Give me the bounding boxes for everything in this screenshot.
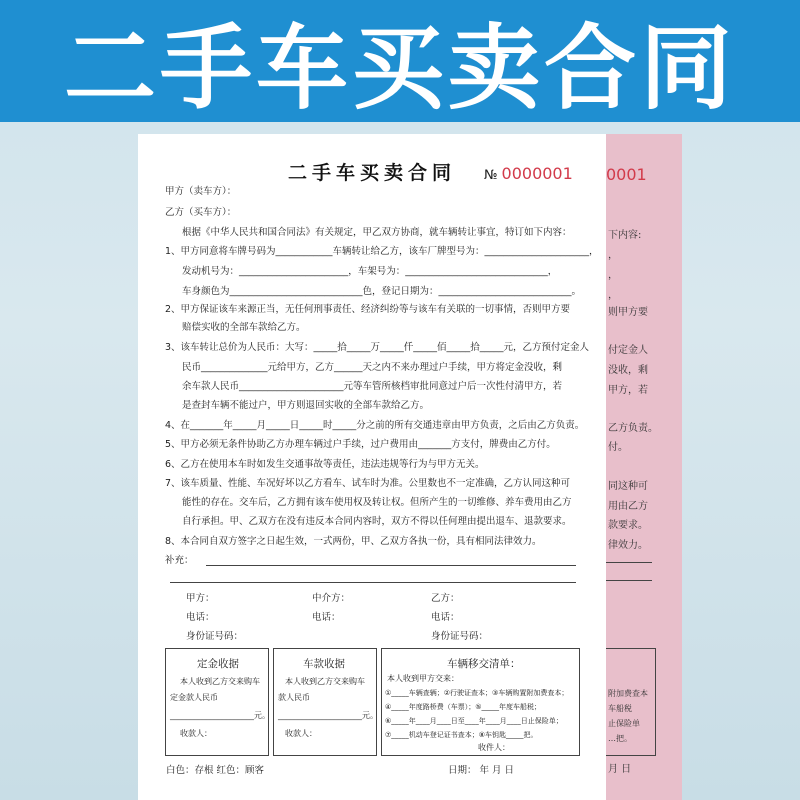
intermediary-label: 中介方： xyxy=(312,593,351,604)
party-b-phone: 电话： xyxy=(431,612,460,623)
pink-fragment: 款要求。 xyxy=(608,520,648,531)
party-b-label: 乙方： xyxy=(431,593,460,604)
pink-fragment: 车船税 xyxy=(608,704,632,713)
clause-line: 余车款人民币______________________元等车管所核档审批同意过户后一次性付清甲方，若 xyxy=(182,381,563,392)
pink-line xyxy=(606,562,652,563)
pink-fragment: 下内容: xyxy=(608,230,642,241)
pink-fragment: 附加费查本 xyxy=(608,689,648,698)
banner xyxy=(0,0,800,122)
clause-line: 4、在_______年_____月_____日_____时_____分之前的所有交通违章由甲方负责，之后由乙方负责。 xyxy=(165,420,585,431)
pink-copy-box xyxy=(606,648,656,756)
copies-note: 白色：存根 红色：顾客 xyxy=(166,765,265,776)
handover-item: ⑦_____机动车登记证书查本；⑧车钥匙_____把。 xyxy=(385,731,538,739)
payment-receipt-line: 款人民币 xyxy=(278,693,310,702)
pink-fragment: 用由乙方 xyxy=(608,501,648,512)
seller-field: 甲方（卖车方）： xyxy=(165,186,237,197)
deposit-receipt-line: _____________________元。 xyxy=(170,711,270,720)
party-a-id: 身份证号码： xyxy=(186,631,244,642)
serial-value: 0000001 xyxy=(501,164,573,183)
handover-item: ④_____年度路桥费（车票）；⑤_____年度车船税； xyxy=(385,703,542,711)
pink-fragment: ， xyxy=(608,270,618,281)
handover-item: ⑥_____年____月____日至____年____月____日止保险单； xyxy=(385,717,563,725)
payment-receiver: 收款人： xyxy=(285,729,317,738)
pink-line xyxy=(606,580,652,581)
deposit-receipt-line: 本人收到乙方交来购车 xyxy=(180,677,260,686)
serial-prefix: № xyxy=(484,168,498,183)
clause-line: 6、乙方在使用本车时如发生交通事故等责任，违法违规等行为与甲方无关。 xyxy=(165,459,485,470)
handover-receiver: 收件人： xyxy=(478,743,510,752)
pink-fragment: ， xyxy=(608,250,618,261)
payment-receipt-line: _____________________元。 xyxy=(278,711,378,720)
clause-line: 8、本合同自双方签字之日起生效，一式两份，甲、乙双方各执一份，具有相同法律效力。 xyxy=(165,536,542,547)
supplement-label: 补充： xyxy=(165,555,194,566)
supplement-line xyxy=(206,565,576,566)
party-a-label: 甲方： xyxy=(186,593,215,604)
supplement-line-2 xyxy=(170,582,576,583)
payment-receipt-line: 本人收到乙方交来购车 xyxy=(285,677,365,686)
party-a-phone: 电话： xyxy=(186,612,215,623)
pink-fragment: 付定金人 xyxy=(608,345,648,356)
clause-line: 1、甲方同意将车牌号码为____________车辆转让给乙方，该车厂牌型号为：______________________， xyxy=(165,246,599,257)
buyer-field: 乙方（买车方）： xyxy=(165,207,237,218)
pink-fragment: 甲方，若 xyxy=(608,385,648,396)
deposit-receiver: 收款人： xyxy=(180,729,212,738)
intermediary-phone: 电话： xyxy=(312,612,341,623)
serial-number xyxy=(484,164,573,183)
pink-fragment: 月 日 xyxy=(608,764,632,775)
clause-line: 赔偿实收的全部车款给乙方。 xyxy=(182,322,306,333)
clause-line: 发动机号为：_______________________，车架号为：______________________________， xyxy=(182,266,558,277)
banner-title: 二手车买卖合同 xyxy=(63,15,736,122)
handover-item: ①_____车辆查辆；②行驶证查本；③车辆购置附加费查本； xyxy=(385,689,569,697)
pink-fragment: ， xyxy=(608,290,618,301)
clause-line: 自行承担。甲、乙双方在没有违反本合同内容时，双方不得以任何理由提出退车、退款要求。 xyxy=(182,516,572,527)
clause-line: 3、该车转让总价为人民币：大写：_____拾_____万_____仟_____佰_____拾_____元，乙方预付定金人 xyxy=(165,342,590,353)
date-field: 日期： 年 月 日 xyxy=(448,765,515,776)
handover-list-title: 车辆移交清单： xyxy=(447,658,521,670)
clause-line: 5、甲方必须无条件协助乙方办理车辆过户手续，过户费用由_______方支付，牌费由乙方付。 xyxy=(165,439,556,450)
deposit-receipt-line: 定金款人民币 xyxy=(170,693,218,702)
pink-fragment: 则甲方要 xyxy=(608,307,648,318)
clause-line: 7、该车质量、性能、车况好坏以乙方看车、试车时为准。公里数也不一定准确，乙方认同这种可 xyxy=(165,478,571,489)
pink-fragment: 没收，剩 xyxy=(608,365,648,376)
payment-receipt-title: 车款收据 xyxy=(303,658,345,670)
clause-line: 民币______________元给甲方，乙方______天之内不来办理过户手续，甲方将定金没收，剩 xyxy=(182,362,563,373)
pink-fragment: 同这种可 xyxy=(608,481,648,492)
pink-serial-number: 0001 xyxy=(606,165,647,184)
pink-fragment: 止保险单 xyxy=(608,719,640,728)
clause-line: 是查封车辆不能过户，甲方则退回实收的全部车款给乙方。 xyxy=(182,400,430,411)
clause-line: 车身颜色为____________________________色，登记日期为：____________________________。 xyxy=(182,286,582,297)
deposit-receipt-title: 定金收据 xyxy=(197,658,239,670)
pink-fragment: 乙方负责。 xyxy=(608,423,658,434)
document-title: 二手车买卖合同 xyxy=(288,162,457,184)
clause-line: 能性的存在。交车后，乙方拥有该车使用权及转让权。但所产生的一切维修、养车费用由乙方 xyxy=(182,497,572,508)
preamble: 根据《中华人民共和国合同法》有关规定，甲乙双方协商，就车辆转让事宜，特订如下内容： xyxy=(182,227,572,238)
pink-fragment: 付。 xyxy=(608,442,628,453)
clause-line: 2、甲方保证该车来源正当，无任何刑事责任、经济纠纷等与该车有关联的一切事情，否则甲方要 xyxy=(165,304,571,315)
party-b-id: 身份证号码： xyxy=(431,631,489,642)
pink-fragment: …把。 xyxy=(608,734,632,743)
pink-fragment: 律效力。 xyxy=(608,540,648,551)
handover-intro: 本人收到甲方交来： xyxy=(387,674,459,683)
